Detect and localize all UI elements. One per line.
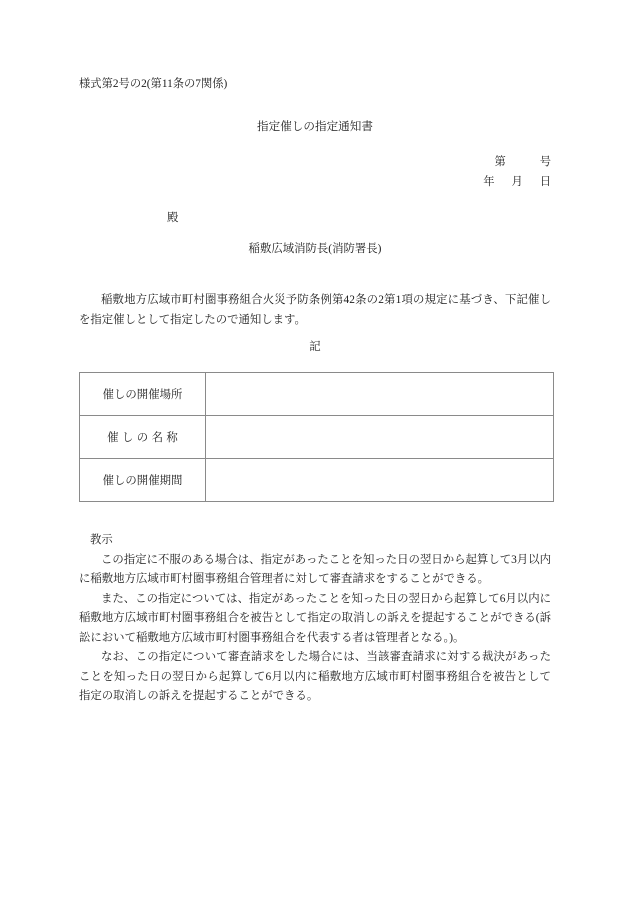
notice-heading: 教示 [90,534,113,546]
body-paragraph: 稲敷地方広域市町村圏事務組合火災予防条例第42条の2第1項の規定に基づき、下記催しを指定催しとして指定したので通知します。 [79,294,551,326]
ki-mark: 記 [309,341,321,353]
notice-paragraph-appeal: この指定に不服のある場合は、指定があったことを知った日の翌日から起算して3月以内に稲敷地方広域市町村圏事務組合管理者に対して審査請求をすることができる。 [79,553,551,585]
document-number-line: 第 号 [494,156,551,168]
table-row-label-period [80,459,206,502]
table-row-value-period[interactable] [206,459,554,502]
table-row-label-event-name [80,416,206,459]
document-date-line: 年 月 日 [483,176,551,188]
table-label-text: 催しの開催場所 [102,389,183,401]
table-label-text: 催しの開催期間 [102,475,183,487]
document-meta-block [331,152,551,192]
table-row-label-venue [80,373,206,416]
table-row-value-event-name[interactable] [206,416,554,459]
table-row [80,416,554,459]
event-info-table [79,372,554,502]
notice-paragraph-after-review: なお、この指定について審査請求をした場合には、当該審査請求に対する裁決があったことを知った日の翌日から起算して6月以内に稲敷地方広域市町村圏事務組合を被告として指定の取消しの訴えを提起することができる。 [79,651,551,702]
issuer-name: 稲敷広域消防長(消防署長) [248,243,382,255]
table-label-text: 催しの名称 [107,432,182,444]
table-row-value-venue[interactable] [206,373,554,416]
notice-paragraph-lawsuit: また、この指定については、指定があったことを知った日の翌日から起算して6月以内に稲敷地方広域市町村圏事務組合を被告として指定の取消しの訴えを提起することができる(訴訟において稲敷地方広域市町村圏事務組合を代表する者は管理者となる。)。 [79,592,551,644]
page-title: 指定催しの指定通知書 [257,120,373,133]
notice-section [79,531,551,707]
recipient-honorific: 殿 [167,212,179,224]
table-row [80,373,554,416]
event-info-table-body [80,373,554,502]
table-row [80,459,554,502]
form-number-label: 様式第2号の2(第11条の7関係) [79,78,228,90]
